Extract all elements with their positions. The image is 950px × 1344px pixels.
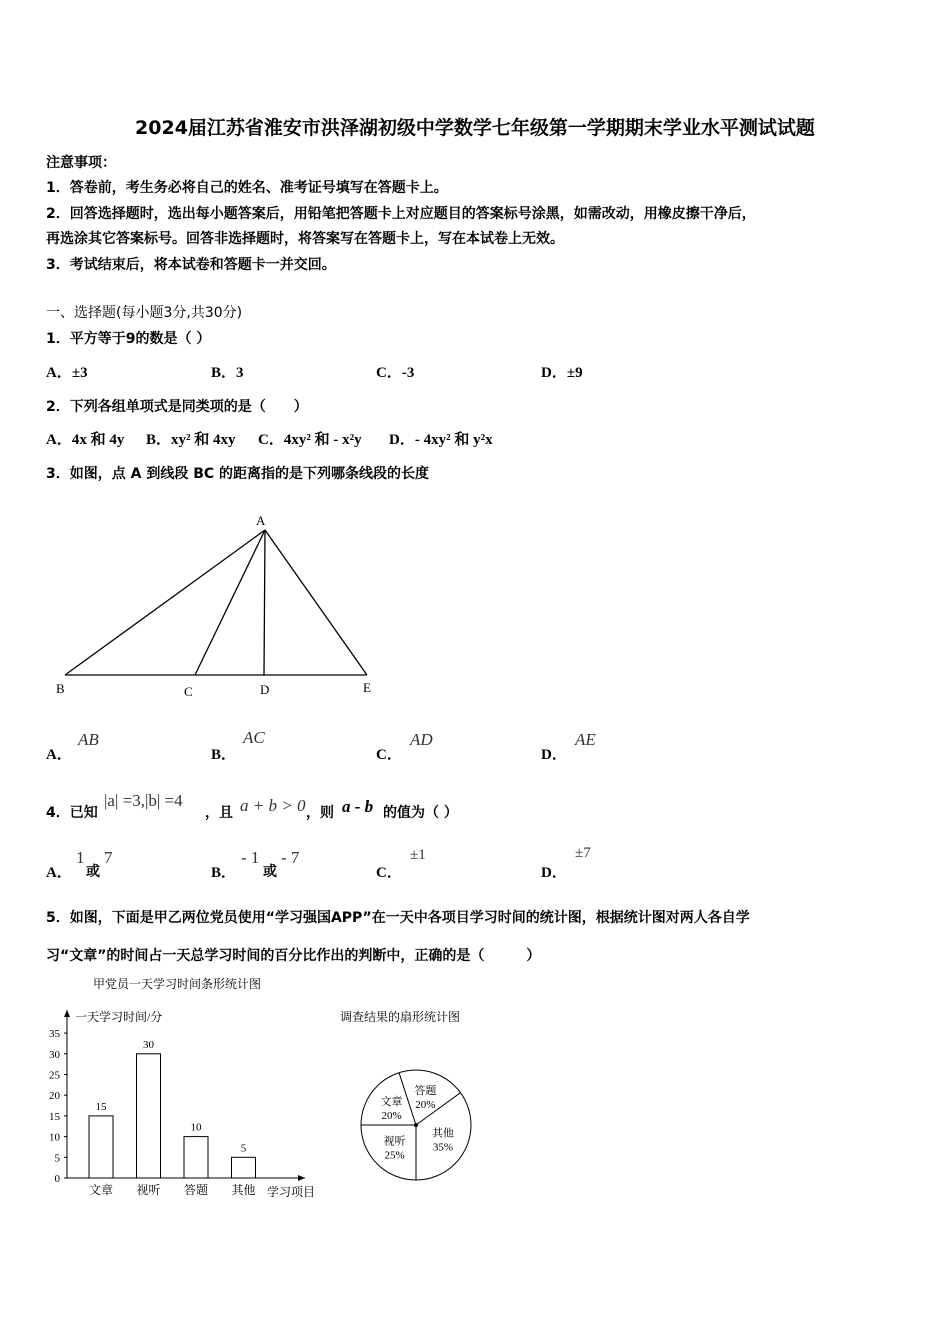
category-label: 其他	[231, 1183, 256, 1197]
category-label: 答题	[183, 1183, 209, 1197]
q2-option-c: C．4xy² 和 - x²y	[258, 432, 362, 448]
q1-stem: 1．平方等于9的数是（ ）	[46, 331, 211, 347]
q2-option-a: A．4x 和 4y	[46, 432, 125, 448]
q2-option-d: D．- 4xy² 和 y²x	[389, 432, 493, 448]
q1-option-d: D．±9	[541, 365, 583, 381]
segment-ad	[264, 530, 265, 675]
y-tick-label: 20	[49, 1090, 60, 1103]
q3-option-b-letter: B．	[211, 747, 237, 763]
label-c: C	[184, 684, 193, 699]
q4-option-b-letter: B．	[211, 865, 237, 881]
q4-condition-abs: |a| =3,|b| =4	[104, 791, 183, 810]
bar-value-label: 10	[190, 1121, 202, 1134]
pie-slice-label: 答题	[414, 1085, 437, 1098]
pie-slice-percent: 20%	[415, 1099, 436, 1112]
pie-slice-percent: 25%	[384, 1149, 405, 1162]
q3-option-d-letter: D．	[541, 747, 567, 763]
note-3: 3．考试结束后，将本试卷和答题卡一并交回。	[46, 257, 336, 273]
label-d: D	[260, 682, 270, 697]
q3-option-b: AC	[243, 728, 265, 747]
segment-ae	[265, 530, 367, 675]
y-tick-label: 15	[49, 1110, 60, 1123]
q1-option-c: C．-3	[376, 365, 415, 381]
label-b: B	[56, 681, 65, 696]
q4-option-c: ±1	[410, 847, 426, 863]
y-tick-label: 35	[49, 1028, 60, 1041]
category-label: 文章	[88, 1183, 114, 1197]
q4-condition-sum: a + b > 0	[240, 796, 306, 815]
q4-b-or: 或	[263, 864, 277, 880]
segment-ab	[65, 530, 265, 675]
q4-b-val2: - 7	[281, 848, 300, 867]
q3-option-c-letter: C．	[376, 747, 402, 763]
label-a: A	[256, 513, 266, 528]
bar-value-label: 30	[143, 1038, 154, 1051]
pie-slice-label: 视听	[383, 1135, 406, 1148]
bar-chart-ylabel: 一天学习时间/分	[75, 1010, 163, 1024]
bar-1	[137, 1054, 161, 1178]
y-axis-arrow	[64, 1010, 70, 1017]
section-heading: 一、选择题(每小题3分,共30分)	[46, 305, 243, 321]
bar-0	[89, 1116, 113, 1178]
q4-a-val2: 7	[104, 848, 113, 867]
note-2: 2．回答选择题时，选出每小题答案后，用铅笔把答题卡上对应题目的答案标号涂黑，如需改动，用橡皮擦干净后，	[46, 206, 756, 222]
x-axis-arrow	[298, 1175, 305, 1181]
label-e: E	[363, 680, 371, 695]
pie-slice-label: 文章	[380, 1096, 403, 1109]
q2-stem: 2．下列各组单项式是同类项的是（ ）	[46, 399, 308, 415]
q4-mid: ，且	[205, 805, 233, 821]
q5-stem-line1: 5．如图，下面是甲乙两位党员使用“学习强国APP”在一天中各项目学习时间的统计图，根据统计图对两人各自学	[46, 910, 750, 926]
q1-option-a: A．±3	[46, 365, 88, 381]
note-2-cont: 再选涂其它答案标号。回答非选择题时，将答案写在答题卡上，写在本试卷上无效。	[46, 231, 564, 247]
notes-heading: 注意事项：	[46, 155, 116, 171]
q4-option-c-letter: C．	[376, 865, 402, 881]
q4-mid2: ，则	[306, 805, 334, 821]
q3-option-a: AB	[78, 730, 99, 749]
q3-option-c: AD	[410, 730, 433, 749]
q3-stem: 3．如图，点 A 到线段 BC 的距离指的是下列哪条线段的长度	[46, 466, 430, 482]
bar-3	[232, 1157, 256, 1178]
y-tick-label: 0	[54, 1173, 60, 1185]
q1-option-b: B．3	[211, 365, 244, 381]
bar-value-label: 15	[95, 1100, 107, 1113]
q4-option-a-letter: A．	[46, 865, 72, 881]
pie-center-dot	[414, 1123, 418, 1127]
q4-a-or: 或	[86, 864, 100, 880]
statistics-charts	[40, 970, 490, 1210]
pie-slice-percent: 35%	[432, 1141, 454, 1154]
note-1: 1．答卷前，考生务必将自己的姓名、准考证号填写在答题卡上。	[46, 180, 448, 196]
q4-prefix: 4．已知	[46, 805, 98, 821]
y-tick-label: 5	[54, 1152, 60, 1165]
q5-stem-line2: 习“文章”的时间占一天总学习时间的百分比作出的判断中，正确的是（ ）	[46, 948, 541, 964]
y-tick-label: 30	[49, 1048, 60, 1061]
q3-option-d: AE	[575, 730, 596, 749]
q4-b-val1: - 1	[241, 848, 260, 867]
bar-chart-title: 甲党员一天学习时间条形统计图	[93, 977, 262, 991]
q4-suffix: 的值为（ ）	[383, 805, 458, 821]
pie-slice-label: 其他	[431, 1127, 454, 1140]
y-tick-label: 10	[49, 1131, 60, 1144]
segment-ac	[195, 530, 265, 675]
pie-slice-percent: 20%	[381, 1110, 402, 1123]
y-tick-label: 25	[49, 1069, 60, 1082]
bar-chart-xlabel: 学习项目	[267, 1185, 316, 1199]
q4-option-d-letter: D．	[541, 865, 567, 881]
q4-option-d: ±7	[575, 845, 591, 861]
triangle-figure	[50, 505, 390, 705]
bar-value-label: 5	[240, 1142, 247, 1155]
pie-chart-title: 调查结果的扇形统计图	[340, 1010, 461, 1024]
bar-2	[184, 1137, 208, 1178]
q4-a-val1: 1	[76, 848, 85, 867]
q2-option-b: B．xy² 和 4xy	[146, 432, 236, 448]
page-title: 2024届江苏省淮安市洪泽湖初级中学数学七年级第一学期期末学业水平测试试题	[135, 117, 815, 139]
q4-expression: a - b	[342, 797, 374, 816]
category-label: 视听	[136, 1183, 161, 1197]
q3-option-a-letter: A．	[46, 747, 72, 763]
